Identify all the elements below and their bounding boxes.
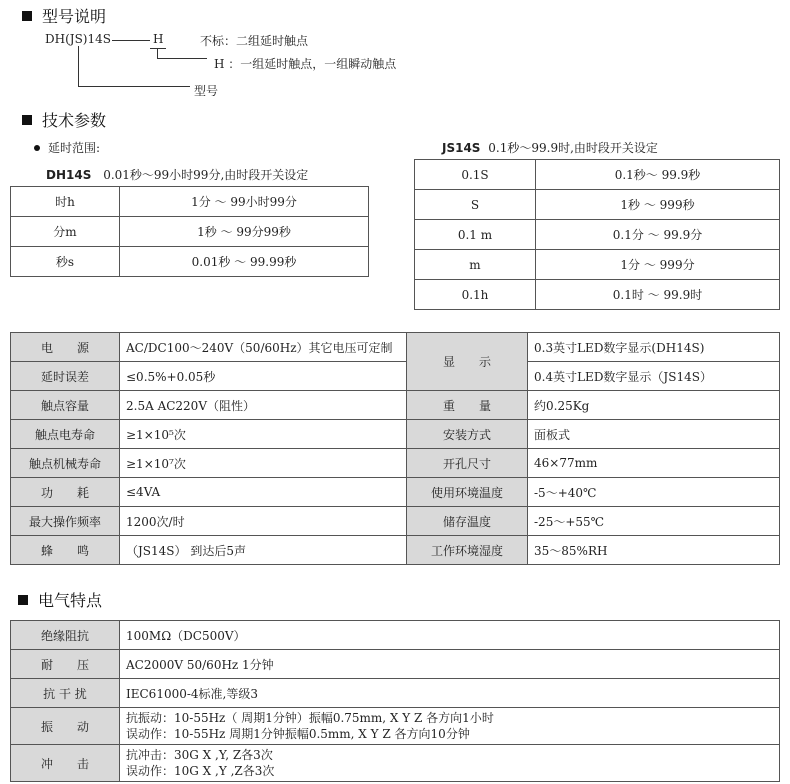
js14s-key: 0.1h <box>415 280 536 310</box>
dh14s-table <box>10 186 369 277</box>
dh14s-key: 秒s <box>11 247 120 277</box>
param-label: 最大操作频率 <box>11 507 120 536</box>
elec-value-multiline <box>120 745 780 782</box>
section-tech-heading <box>22 108 106 131</box>
js14s-value: 0.1时 ～ 99.9时 <box>536 280 780 310</box>
js14s-table <box>414 159 780 310</box>
param-label: 触点容量 <box>11 391 120 420</box>
table-row <box>11 679 780 708</box>
param-value: 2.5A AC220V（阻性） <box>120 391 407 420</box>
js14s-value: 0.1分 ～ 99.9分 <box>536 220 780 250</box>
param-label: 重 量 <box>407 391 528 420</box>
section-model-heading <box>22 4 106 27</box>
param-label: 触点电寿命 <box>11 420 120 449</box>
section-elec-title: 电气特点 <box>38 591 103 610</box>
param-value: 约0.25Kg <box>528 391 780 420</box>
elec-value: IEC61000-4标准,等级3 <box>120 679 780 708</box>
js14s-key: 0.1S <box>415 160 536 190</box>
table-row <box>11 507 780 536</box>
table-row <box>11 362 780 391</box>
js14s-title: JS14S <box>442 141 481 155</box>
section-elec-heading <box>18 588 102 611</box>
model-code-branch <box>78 86 190 87</box>
elec-value: 100MΩ（DC500V） <box>120 621 780 650</box>
dh14s-value: 0.01秒 ～ 99.99秒 <box>120 247 369 277</box>
table-row <box>11 391 780 420</box>
dh14s-title: DH14S <box>46 168 92 182</box>
square-bullet-icon <box>22 11 32 21</box>
table-row <box>415 250 780 280</box>
model-code-drop <box>78 46 79 86</box>
dh14s-key: 分m <box>11 217 120 247</box>
elec-value: 抗振动：10-55Hz（ 周期1分钟）振幅0.75mm, X Y Z 各方向1小时 <box>126 711 494 725</box>
dh14s-key: 时h <box>11 187 120 217</box>
elec-value-multiline <box>120 708 780 745</box>
param-label: 工作环境湿度 <box>407 536 528 565</box>
param-label: 蜂 鸣 <box>11 536 120 565</box>
param-value: 面板式 <box>528 420 780 449</box>
param-label: 使用环境温度 <box>407 478 528 507</box>
model-h-underline <box>150 48 166 49</box>
elec-value: 误动作：10G X ,Y ,Z各3次 <box>126 764 275 778</box>
table-row <box>11 247 369 277</box>
elec-label: 耐 压 <box>11 650 120 679</box>
param-label: 延时误差 <box>11 362 120 391</box>
model-code: DH(JS)14S <box>45 32 111 46</box>
table-row <box>11 478 780 507</box>
js14s-caption <box>442 139 658 156</box>
js14s-value: 1秒 ～ 999秒 <box>536 190 780 220</box>
params-table <box>10 332 780 565</box>
dh14s-caption <box>46 166 308 183</box>
model-connector-line <box>112 40 150 41</box>
js14s-key: 0.1 m <box>415 220 536 250</box>
model-h-letter: H <box>153 32 164 46</box>
param-value: 46×77mm <box>528 449 780 478</box>
js14s-key: S <box>415 190 536 220</box>
table-row <box>11 420 780 449</box>
table-row <box>11 217 369 247</box>
electrical-table <box>10 620 780 782</box>
param-value: -25～+55℃ <box>528 507 780 536</box>
param-value: ≥1×10⁵次 <box>120 420 407 449</box>
table-row <box>11 621 780 650</box>
param-value: ≤0.5%+0.05秒 <box>120 362 407 391</box>
table-row <box>415 220 780 250</box>
table-row <box>11 333 780 362</box>
elec-label: 绝缘阻抗 <box>11 621 120 650</box>
model-h-branch <box>157 58 207 59</box>
param-value: 35～85%RH <box>528 536 780 565</box>
js14s-desc: 0.1秒～99.9时,由时段开关设定 <box>488 141 658 155</box>
js14s-value: 1分 ～ 999分 <box>536 250 780 280</box>
param-value: 0.3英寸LED数字显示(DH14S) <box>528 333 780 362</box>
section-tech-title: 技术参数 <box>42 111 107 130</box>
table-row <box>415 280 780 310</box>
table-row <box>415 160 780 190</box>
table-row <box>11 650 780 679</box>
param-label: 触点机械寿命 <box>11 449 120 478</box>
param-value: AC/DC100～240V（50/60Hz）其它电压可定制 <box>120 333 407 362</box>
square-bullet-icon <box>18 595 28 605</box>
dh14s-value: 1秒 ～ 99分99秒 <box>120 217 369 247</box>
param-value: ≥1×10⁷次 <box>120 449 407 478</box>
elec-label: 振 动 <box>11 708 120 745</box>
table-row <box>11 449 780 478</box>
model-h-drop <box>157 48 158 58</box>
param-value: 0.4英寸LED数字显示（JS14S） <box>528 362 780 391</box>
param-value: （JS14S） 到达后5声 <box>120 536 407 565</box>
table-row <box>11 187 369 217</box>
section-model-title: 型号说明 <box>42 7 107 26</box>
elec-label: 抗 干 扰 <box>11 679 120 708</box>
param-label: 电 源 <box>11 333 120 362</box>
table-row <box>11 536 780 565</box>
table-row <box>415 190 780 220</box>
param-value: 1200次/时 <box>120 507 407 536</box>
dh14s-value: 1分 ～ 99小时99分 <box>120 187 369 217</box>
elec-label: 冲 击 <box>11 745 120 782</box>
square-bullet-icon <box>22 115 32 125</box>
js14s-key: m <box>415 250 536 280</box>
table-row <box>11 745 780 782</box>
param-value: -5～+40℃ <box>528 478 780 507</box>
elec-value: 抗冲击：30G X ,Y, Z各3次 <box>126 748 273 762</box>
table-row <box>11 708 780 745</box>
param-label: 功 耗 <box>11 478 120 507</box>
param-label: 开孔尺寸 <box>407 449 528 478</box>
param-label: 显 示 <box>407 333 528 391</box>
delay-range-text: 延时范围: <box>48 141 101 155</box>
model-desc-h: H ：一组延时触点，一组瞬动触点 <box>214 57 397 71</box>
elec-value: 误动作：10-55Hz 周期1分钟振幅0.5mm, X Y Z 各方向10分钟 <box>126 727 470 741</box>
js14s-value: 0.1秒～ 99.9秒 <box>536 160 780 190</box>
elec-value: AC2000V 50/60Hz 1分钟 <box>120 650 780 679</box>
model-desc-type: 型号 <box>194 84 219 98</box>
param-label: 安装方式 <box>407 420 528 449</box>
model-desc-default: 不标：二组延时触点 <box>200 34 309 48</box>
param-value: ≤4VA <box>120 478 407 507</box>
dot-bullet-icon <box>34 145 40 151</box>
param-label: 储存温度 <box>407 507 528 536</box>
delay-range-label <box>34 139 100 156</box>
dh14s-desc: 0.01秒～99小时99分,由时段开关设定 <box>103 168 309 182</box>
